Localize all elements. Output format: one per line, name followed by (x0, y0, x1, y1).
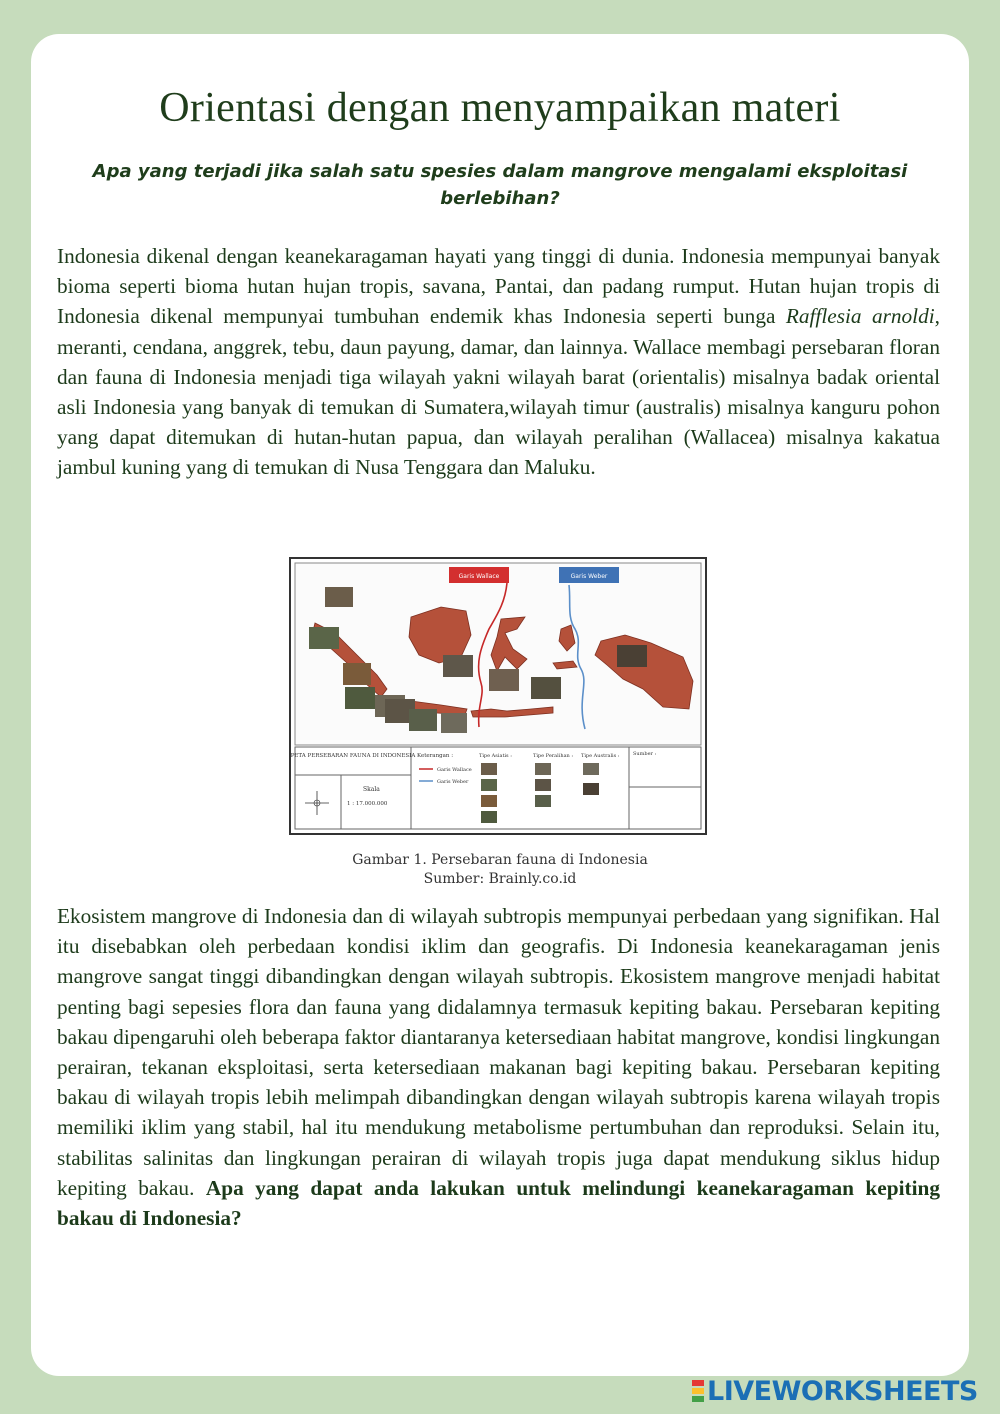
figure-source: Sumber: Brainly.co.id (423, 871, 577, 887)
legend-australis: Tipe Australis : (581, 753, 620, 759)
weber-line-label: Garis Weber (570, 573, 608, 580)
fauna-distribution-map (289, 557, 707, 835)
mangrove-paragraph (57, 901, 940, 1233)
mangrove-text: Ekosistem mangrove di Indonesia dan di wilayah subtropis mempunyai perbedaan yang signifikan. Hal itu disebabkan oleh perbedaan kondisi iklim dan geografis. Di Indonesia keanekaragaman jenis mangrove sangat tinggi dibandingkan dengan wilayah subtropis. Ekosistem mangrove menjadi habitat penting bagi sepesies flora dan fauna yang didalamnya termasuk kepiting bakau. Persebaran kepiting bakau dipengaruhi oleh beberapa faktor diantaranya ketersediaan habitat mangrove, kondisi lingkungan perairan, tekanan eksploitasi, serta ketersediaan makanan bagi kepiting bakau. Persebaran kepiting bakau di wilayah tropis lebih melimpah dibandingkan dengan wilayah subtropis karena wilayah tropis memiliki iklim yang stabil, hal itu mendukung metabolisme pertumbuhan dan reproduksi. Selain itu, stabilitas salinitas dan lingkungan perairan di wilayah tropis juga dapat mendukung siklus hidup kepiting bakau. (57, 904, 940, 1200)
intro-text-1: Indonesia dikenal dengan keanekaragaman hayati yang tinggi di dunia. Indonesia mempunyai banyak bioma seperti bioma hutan hujan tropis, savana, Pantai, dan padang rumput. Hutan hujan tropis di Indonesia dikenal mempunyai tumbuhan endemik khas Indonesia seperti bunga (57, 244, 940, 329)
scale-value: 1 : 17.000.000 (347, 801, 388, 807)
scale-label: Skala (363, 786, 380, 793)
legend-asiatis: Tipe Asiatis : (479, 753, 512, 759)
guiding-question: Apa yang terjadi jika salah satu spesies dalam mangrove mengalami eksploitasi berlebihan? (92, 161, 908, 209)
legend-keterangan: Keterangan : (417, 753, 454, 759)
legend-peralihan: Tipe Peralihan : (533, 753, 574, 759)
figure-caption: Gambar 1. Persebaran fauna di Indonesia (352, 852, 648, 868)
intro-text-2: , meranti, cendana, anggrek, tebu, daun payung, damar, dan lainnya. Wallace membagi persebaran floran dan fauna di Indonesia menjadi tiga wilayah yakni wilayah barat (orientalis) misalnya badak oriental asli Indonesia yang banyak di temukan di Sumatera,wilayah timur (australis) misalnya kanguru pohon yang dapat ditemukan di hutan-hutan papua, dan wilayah peralihan (Wallacea) misalnya kakatua jambul kuning yang di temukan di Nusa Tenggara dan Maluku. (57, 304, 940, 480)
page-title: Orientasi dengan menyampaikan materi (159, 85, 841, 131)
logo-icon (692, 1379, 704, 1403)
task-question: Apa yang dapat anda lakukan untuk melindungi keanekaragaman kepiting bakau di Indonesia? (57, 1175, 940, 1231)
legend-title: PETA PERSEBARAN FAUNA DI INDONESIA (291, 753, 416, 759)
legend-sumber: Sumber : (633, 751, 657, 757)
legend-wallace: Garis Wallace (437, 767, 472, 773)
logo-text: LIVEWORKSHEETS (707, 1375, 978, 1407)
species-name: Rafflesia arnoldi (785, 304, 935, 329)
intro-paragraph (57, 241, 940, 483)
wallace-line-label: Garis Wallace (458, 573, 500, 580)
legend-weber: Garis Weber (437, 779, 469, 785)
liveworksheets-logo[interactable] (692, 1376, 978, 1406)
